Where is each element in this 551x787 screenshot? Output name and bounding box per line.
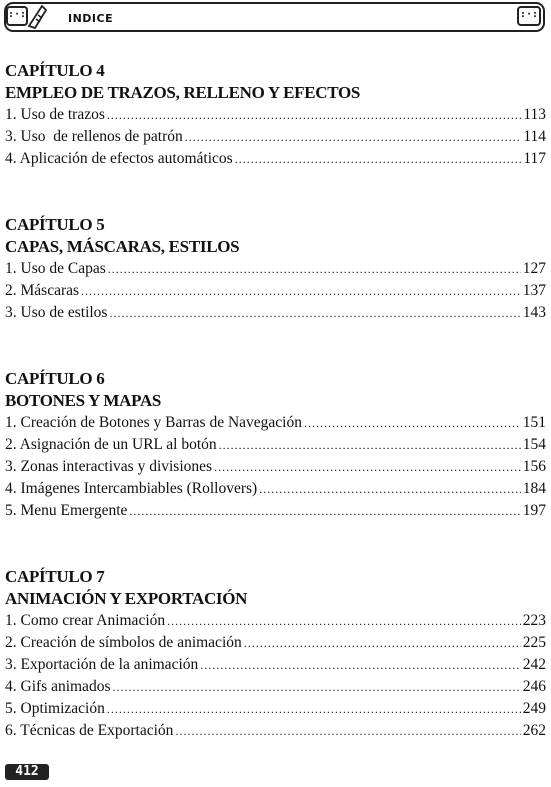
entry-label: 2. Asignación de un URL al botón xyxy=(5,436,217,453)
header-left-ornament: :·: xyxy=(6,6,28,26)
header-right-ornament: :·: xyxy=(517,6,541,26)
entry-page: 143 xyxy=(522,304,546,321)
dot-leader xyxy=(108,258,521,280)
toc-entry[interactable] xyxy=(5,126,546,148)
dot-leader xyxy=(219,434,521,456)
entry-page: 113 xyxy=(523,106,546,123)
entry-page: 249 xyxy=(522,700,546,717)
toc-entry[interactable] xyxy=(5,478,546,500)
entry-page: 137 xyxy=(522,282,546,299)
dot-leader xyxy=(109,302,520,324)
toc-entry[interactable] xyxy=(5,698,546,720)
entry-label: 4. Gifs animados xyxy=(5,678,111,695)
entry-page: 154 xyxy=(522,436,546,453)
toc-entry[interactable] xyxy=(5,258,546,280)
chapter-4 xyxy=(5,60,546,170)
entry-label: 3. Zonas interactivas y divisiones xyxy=(5,458,213,475)
toc-entry[interactable] xyxy=(5,720,546,742)
page-number-badge: 412 xyxy=(5,764,49,780)
entry-label: 2. Creación de símbolos de animación xyxy=(5,634,242,651)
toc-entry[interactable] xyxy=(5,676,546,698)
entry-page: 242 xyxy=(522,656,546,673)
entry-label: 5. Optimización xyxy=(5,700,105,717)
chapter-7 xyxy=(5,566,546,742)
toc-entry[interactable] xyxy=(5,456,546,478)
chapter-number: CAPÍTULO 4 xyxy=(5,61,105,80)
entry-page: 184 xyxy=(522,480,546,497)
dot-leader xyxy=(200,654,520,676)
entry-label: 1. Creación de Botones y Barras de Navegación xyxy=(5,414,302,431)
entry-page: 262 xyxy=(522,722,546,739)
toc-entry[interactable] xyxy=(5,434,546,456)
entry-page: 117 xyxy=(523,150,546,167)
dot-leader xyxy=(244,632,521,654)
entry-label: 1. Uso de Capas xyxy=(5,260,106,277)
dot-leader xyxy=(304,412,521,434)
entry-label: 5. Menu Emergente xyxy=(5,502,128,519)
header-title: INDICE xyxy=(68,12,114,25)
chapter-5 xyxy=(5,214,546,324)
toc-entry[interactable] xyxy=(5,302,546,324)
entry-page: 127 xyxy=(522,260,546,277)
entry-page: 246 xyxy=(522,678,546,695)
chapter-title: EMPLEO DE TRAZOS, RELLENO Y EFECTOS xyxy=(5,83,361,102)
chapter-title: ANIMACIÓN Y EXPORTACIÓN xyxy=(5,589,248,608)
toc-entry[interactable] xyxy=(5,654,546,676)
table-of-contents xyxy=(5,60,546,742)
entry-page: 225 xyxy=(522,634,546,651)
entry-label: 2. Máscaras xyxy=(5,282,80,299)
chapter-number: CAPÍTULO 7 xyxy=(5,567,105,586)
entry-label: 3. Uso de estilos xyxy=(5,304,108,321)
dot-leader xyxy=(175,720,520,742)
dot-leader xyxy=(167,610,521,632)
entry-label: 6. Técnicas de Exportación xyxy=(5,722,174,739)
dot-leader xyxy=(107,698,521,720)
dot-leader xyxy=(81,280,521,302)
entry-label: 4. Imágenes Intercambiables (Rollovers) xyxy=(5,480,258,497)
pointer-cursor-icon xyxy=(26,2,50,30)
dot-leader xyxy=(185,126,522,148)
entry-page: 223 xyxy=(522,612,546,629)
dot-leader xyxy=(259,478,521,500)
entry-page: 197 xyxy=(522,502,546,519)
toc-entry[interactable] xyxy=(5,412,546,434)
entry-label: 1. Como crear Animación xyxy=(5,612,166,629)
toc-entry[interactable] xyxy=(5,632,546,654)
dot-leader xyxy=(112,676,520,698)
entry-page: 151 xyxy=(522,414,546,431)
entry-page: 156 xyxy=(522,458,546,475)
toc-entry[interactable] xyxy=(5,610,546,632)
entry-label: 4. Aplicación de efectos automáticos xyxy=(5,150,233,167)
chapter-title: CAPAS, MÁSCARAS, ESTILOS xyxy=(5,237,240,256)
dot-leader xyxy=(235,148,522,170)
chapter-title: BOTONES Y MAPAS xyxy=(5,391,162,410)
toc-entry[interactable] xyxy=(5,280,546,302)
entry-label: 3. Uso de rellenos de patrón xyxy=(5,128,183,145)
toc-entry[interactable] xyxy=(5,148,546,170)
dot-leader xyxy=(129,500,520,522)
entry-label: 3. Exportación de la animación xyxy=(5,656,199,673)
chapter-6 xyxy=(5,368,546,522)
chapter-number: CAPÍTULO 6 xyxy=(5,369,105,388)
dot-leader xyxy=(107,104,521,126)
toc-entry[interactable] xyxy=(5,500,546,522)
chapter-number: CAPÍTULO 5 xyxy=(5,215,105,234)
entry-page: 114 xyxy=(523,128,546,145)
dot-leader xyxy=(214,456,521,478)
entry-label: 1. Uso de trazos xyxy=(5,106,105,123)
page-header xyxy=(0,0,551,40)
toc-entry[interactable] xyxy=(5,104,546,126)
